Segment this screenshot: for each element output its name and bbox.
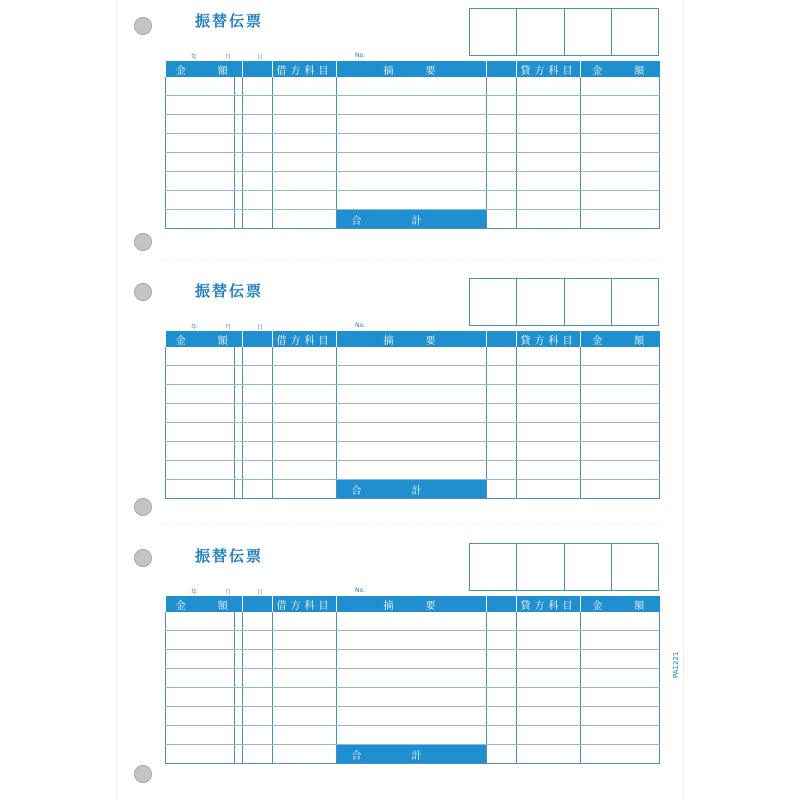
entry-cell[interactable]: [273, 210, 337, 229]
entry-cell[interactable]: [243, 461, 273, 480]
entry-cell[interactable]: [581, 210, 660, 229]
entry-cell[interactable]: [243, 707, 273, 726]
entry-cell[interactable]: [235, 191, 243, 210]
ref-header: [487, 331, 517, 347]
entry-cell[interactable]: [273, 385, 337, 404]
entry-cell[interactable]: [337, 688, 487, 707]
total-label: 合計: [337, 745, 487, 764]
form-code: PA1221: [672, 651, 680, 678]
entry-cell[interactable]: [235, 134, 243, 153]
entry-cell[interactable]: [243, 423, 273, 442]
entry-cell[interactable]: [235, 404, 243, 423]
table-row: [166, 442, 660, 461]
entry-cell[interactable]: [517, 650, 581, 669]
entry-cell[interactable]: [166, 688, 235, 707]
entry-cell[interactable]: [235, 631, 243, 650]
entry-cell[interactable]: [517, 404, 581, 423]
entry-cell[interactable]: [581, 77, 660, 96]
stamp-box[interactable]: [565, 9, 612, 55]
entry-cell[interactable]: [487, 77, 517, 96]
approval-stamp-boxes: [469, 8, 659, 56]
table-row: [166, 612, 660, 631]
table-row: [166, 707, 660, 726]
entry-cell[interactable]: [273, 612, 337, 631]
stamp-box[interactable]: [565, 544, 612, 590]
debit-amount-header: 金 額: [166, 596, 243, 612]
entry-cell[interactable]: [273, 191, 337, 210]
journal-table: [165, 331, 660, 499]
entry-cell[interactable]: [235, 77, 243, 96]
entry-cell[interactable]: [166, 385, 235, 404]
entry-cell[interactable]: [581, 385, 660, 404]
entry-cell[interactable]: [166, 461, 235, 480]
entry-cell[interactable]: [243, 442, 273, 461]
entry-cell[interactable]: [487, 423, 517, 442]
entry-cell[interactable]: [581, 153, 660, 172]
entry-cell[interactable]: [337, 404, 487, 423]
entry-cell[interactable]: [517, 385, 581, 404]
entry-cell[interactable]: [243, 153, 273, 172]
entry-cell[interactable]: [581, 726, 660, 745]
entry-cell[interactable]: [517, 172, 581, 191]
stamp-box[interactable]: [517, 9, 564, 55]
entry-cell[interactable]: [166, 96, 235, 115]
entry-cell[interactable]: [337, 134, 487, 153]
entry-cell[interactable]: [337, 347, 487, 366]
entry-cell[interactable]: [273, 631, 337, 650]
entry-cell[interactable]: [166, 153, 235, 172]
entry-cell[interactable]: [243, 347, 273, 366]
entry-cell[interactable]: [517, 115, 581, 134]
total-label: 合計: [337, 210, 487, 229]
entry-cell[interactable]: [166, 612, 235, 631]
date-day-label: 日: [257, 54, 264, 61]
debit-sub-header: [243, 61, 273, 77]
date-day-label: 日: [257, 589, 264, 596]
entry-cell[interactable]: [235, 172, 243, 191]
entry-cell[interactable]: [487, 650, 517, 669]
entry-cell[interactable]: [166, 404, 235, 423]
entry-cell[interactable]: [166, 650, 235, 669]
entry-cell[interactable]: [235, 347, 243, 366]
entry-cell[interactable]: [273, 404, 337, 423]
credit-amount-header: 金 額: [581, 61, 660, 77]
entry-cell[interactable]: [337, 153, 487, 172]
entry-cell[interactable]: [517, 745, 581, 764]
date-month-label: 月: [225, 54, 232, 61]
entry-cell[interactable]: [487, 172, 517, 191]
entry-cell[interactable]: [517, 347, 581, 366]
date-month-label: 月: [225, 324, 232, 331]
entry-cell[interactable]: [581, 669, 660, 688]
slip-title: 振替伝票: [195, 547, 264, 565]
entry-cell[interactable]: [166, 631, 235, 650]
entry-cell[interactable]: [273, 423, 337, 442]
entry-cell[interactable]: [517, 77, 581, 96]
entry-cell[interactable]: [517, 480, 581, 499]
entry-cell[interactable]: [581, 745, 660, 764]
entry-cell[interactable]: [235, 612, 243, 631]
entry-cell[interactable]: [487, 210, 517, 229]
entry-cell[interactable]: [337, 461, 487, 480]
entry-cell[interactable]: [487, 385, 517, 404]
entry-cell[interactable]: [166, 726, 235, 745]
punch-hole-icon: [134, 17, 152, 35]
table-row: [166, 650, 660, 669]
entry-cell[interactable]: [487, 153, 517, 172]
entry-cell[interactable]: [517, 707, 581, 726]
entry-cell[interactable]: [517, 366, 581, 385]
slip-number-label: No.: [355, 587, 365, 594]
stamp-box[interactable]: [612, 544, 658, 590]
entry-cell[interactable]: [273, 745, 337, 764]
table-row: [166, 153, 660, 172]
stamp-box[interactable]: [517, 279, 564, 325]
entry-cell[interactable]: [273, 77, 337, 96]
entry-cell[interactable]: [235, 442, 243, 461]
entry-cell[interactable]: [517, 669, 581, 688]
approval-stamp-boxes: [469, 278, 659, 326]
table-row: [166, 688, 660, 707]
debit-account-header: 借方科目: [273, 331, 337, 347]
entry-cell[interactable]: [337, 172, 487, 191]
entry-cell[interactable]: [337, 612, 487, 631]
entry-cell[interactable]: [337, 115, 487, 134]
entry-cell[interactable]: [337, 96, 487, 115]
entry-cell[interactable]: [581, 115, 660, 134]
entry-cell[interactable]: [243, 134, 273, 153]
entry-cell[interactable]: [235, 726, 243, 745]
entry-cell[interactable]: [337, 385, 487, 404]
entry-cell[interactable]: [487, 688, 517, 707]
entry-cell[interactable]: [166, 480, 235, 499]
slip-title: 振替伝票: [195, 12, 264, 30]
perforation-line: [160, 259, 660, 260]
transfer-slip: [165, 270, 659, 505]
entry-cell[interactable]: [166, 115, 235, 134]
total-row: [166, 745, 660, 764]
entry-cell[interactable]: [243, 115, 273, 134]
entry-cell[interactable]: [235, 96, 243, 115]
entry-cell[interactable]: [243, 77, 273, 96]
entry-cell[interactable]: [166, 707, 235, 726]
entry-cell[interactable]: [243, 669, 273, 688]
transfer-slip: [165, 0, 659, 235]
table-row: [166, 115, 660, 134]
entry-cell[interactable]: [487, 461, 517, 480]
entry-cell[interactable]: [273, 172, 337, 191]
entry-cell[interactable]: [243, 96, 273, 115]
entry-cell[interactable]: [243, 650, 273, 669]
entry-cell[interactable]: [337, 707, 487, 726]
table-row: [166, 366, 660, 385]
entry-cell[interactable]: [337, 631, 487, 650]
stamp-box[interactable]: [470, 279, 517, 325]
credit-account-header: 貸方科目: [517, 331, 581, 347]
entry-cell[interactable]: [337, 77, 487, 96]
entry-cell[interactable]: [235, 461, 243, 480]
entry-cell[interactable]: [487, 134, 517, 153]
entry-cell[interactable]: [273, 153, 337, 172]
journal-table: [165, 61, 660, 229]
entry-cell[interactable]: [166, 366, 235, 385]
stamp-box[interactable]: [470, 9, 517, 55]
entry-cell[interactable]: [487, 347, 517, 366]
debit-account-header: 借方科目: [273, 61, 337, 77]
entry-cell[interactable]: [235, 385, 243, 404]
table-row: [166, 631, 660, 650]
entry-cell[interactable]: [243, 612, 273, 631]
stamp-box[interactable]: [612, 279, 658, 325]
credit-account-header: 貸方科目: [517, 596, 581, 612]
entry-cell[interactable]: [487, 115, 517, 134]
entry-cell[interactable]: [235, 745, 243, 764]
entry-cell[interactable]: [517, 210, 581, 229]
entry-cell[interactable]: [166, 745, 235, 764]
ref-header: [487, 61, 517, 77]
table-row: [166, 423, 660, 442]
credit-account-header: 貸方科目: [517, 61, 581, 77]
entry-cell[interactable]: [581, 366, 660, 385]
table-row: [166, 96, 660, 115]
entry-cell[interactable]: [273, 669, 337, 688]
entry-cell[interactable]: [487, 480, 517, 499]
description-header: 摘 要: [337, 61, 487, 77]
date-year-label: 年: [191, 324, 198, 331]
entry-cell[interactable]: [487, 669, 517, 688]
entry-cell[interactable]: [235, 480, 243, 499]
entry-cell[interactable]: [166, 172, 235, 191]
entry-cell[interactable]: [581, 612, 660, 631]
punch-hole-icon: [134, 283, 152, 301]
entry-cell[interactable]: [243, 210, 273, 229]
entry-cell[interactable]: [487, 96, 517, 115]
entry-cell[interactable]: [235, 650, 243, 669]
table-row: [166, 461, 660, 480]
entry-cell[interactable]: [243, 688, 273, 707]
entry-cell[interactable]: [243, 404, 273, 423]
entry-cell[interactable]: [487, 404, 517, 423]
entry-cell[interactable]: [581, 134, 660, 153]
table-row: [166, 172, 660, 191]
entry-cell[interactable]: [487, 745, 517, 764]
table-row: [166, 77, 660, 96]
slip-title: 振替伝票: [195, 282, 264, 300]
total-label: 合計: [337, 480, 487, 499]
slip-number-label: No.: [355, 322, 365, 329]
entry-cell[interactable]: [581, 461, 660, 480]
debit-amount-header: 金 額: [166, 61, 243, 77]
entry-cell[interactable]: [487, 612, 517, 631]
debit-amount-header: 金 額: [166, 331, 243, 347]
entry-cell[interactable]: [337, 191, 487, 210]
entry-cell[interactable]: [337, 366, 487, 385]
entry-cell[interactable]: [235, 210, 243, 229]
date-year-label: 年: [191, 54, 198, 61]
entry-cell[interactable]: [166, 134, 235, 153]
slip-number-label: No.: [355, 52, 365, 59]
entry-cell[interactable]: [273, 461, 337, 480]
entry-cell[interactable]: [273, 480, 337, 499]
date-month-label: 月: [225, 589, 232, 596]
description-header: 摘 要: [337, 331, 487, 347]
entry-cell[interactable]: [517, 612, 581, 631]
entry-cell[interactable]: [517, 96, 581, 115]
entry-cell[interactable]: [581, 631, 660, 650]
table-row: [166, 347, 660, 366]
entry-cell[interactable]: [487, 707, 517, 726]
punch-hole-icon: [134, 233, 152, 251]
total-row: [166, 210, 660, 229]
entry-cell[interactable]: [235, 707, 243, 726]
entry-cell[interactable]: [581, 423, 660, 442]
debit-account-header: 借方科目: [273, 596, 337, 612]
table-row: [166, 134, 660, 153]
entry-cell[interactable]: [517, 423, 581, 442]
stamp-box[interactable]: [612, 9, 658, 55]
entry-cell[interactable]: [337, 726, 487, 745]
entry-cell[interactable]: [517, 461, 581, 480]
punch-hole-icon: [134, 498, 152, 516]
entry-cell[interactable]: [273, 115, 337, 134]
entry-cell[interactable]: [517, 134, 581, 153]
punch-hole-icon: [134, 765, 152, 783]
table-row: [166, 669, 660, 688]
entry-cell[interactable]: [243, 366, 273, 385]
journal-table: [165, 596, 660, 764]
entry-cell[interactable]: [243, 480, 273, 499]
entry-cell[interactable]: [273, 96, 337, 115]
entry-cell[interactable]: [517, 631, 581, 650]
entry-cell[interactable]: [487, 191, 517, 210]
debit-sub-header: [243, 596, 273, 612]
entry-cell[interactable]: [581, 172, 660, 191]
stamp-box[interactable]: [470, 544, 517, 590]
entry-cell[interactable]: [166, 423, 235, 442]
entry-cell[interactable]: [243, 385, 273, 404]
entry-cell[interactable]: [517, 191, 581, 210]
entry-cell[interactable]: [235, 669, 243, 688]
perforation-line: [160, 524, 660, 525]
entry-cell[interactable]: [337, 669, 487, 688]
entry-cell[interactable]: [517, 688, 581, 707]
entry-cell[interactable]: [243, 631, 273, 650]
entry-cell[interactable]: [273, 366, 337, 385]
table-row: [166, 404, 660, 423]
entry-cell[interactable]: [243, 172, 273, 191]
table-row: [166, 385, 660, 404]
credit-amount-header: 金 額: [581, 331, 660, 347]
entry-cell[interactable]: [581, 442, 660, 461]
stamp-box[interactable]: [565, 279, 612, 325]
ref-header: [487, 596, 517, 612]
entry-cell[interactable]: [273, 650, 337, 669]
entry-cell[interactable]: [487, 726, 517, 745]
entry-cell[interactable]: [166, 669, 235, 688]
entry-cell[interactable]: [337, 442, 487, 461]
entry-cell[interactable]: [273, 134, 337, 153]
stamp-box[interactable]: [517, 544, 564, 590]
entry-cell[interactable]: [337, 423, 487, 442]
entry-cell[interactable]: [273, 726, 337, 745]
credit-amount-header: 金 額: [581, 596, 660, 612]
entry-cell[interactable]: [166, 347, 235, 366]
date-day-label: 日: [257, 324, 264, 331]
entry-cell[interactable]: [581, 707, 660, 726]
entry-cell[interactable]: [235, 115, 243, 134]
entry-cell[interactable]: [337, 650, 487, 669]
entry-cell[interactable]: [166, 77, 235, 96]
entry-cell[interactable]: [487, 442, 517, 461]
entry-cell[interactable]: [166, 210, 235, 229]
entry-cell[interactable]: [517, 442, 581, 461]
date-year-label: 年: [191, 589, 198, 596]
entry-cell[interactable]: [273, 347, 337, 366]
entry-cell[interactable]: [517, 726, 581, 745]
entry-cell[interactable]: [166, 191, 235, 210]
entry-cell[interactable]: [581, 688, 660, 707]
entry-cell[interactable]: [243, 191, 273, 210]
entry-cell[interactable]: [581, 347, 660, 366]
approval-stamp-boxes: [469, 543, 659, 591]
punch-hole-icon: [134, 549, 152, 567]
table-row: [166, 726, 660, 745]
entry-cell[interactable]: [166, 442, 235, 461]
description-header: 摘 要: [337, 596, 487, 612]
entry-cell[interactable]: [243, 726, 273, 745]
entry-cell[interactable]: [487, 631, 517, 650]
entry-cell[interactable]: [235, 688, 243, 707]
entry-cell[interactable]: [273, 442, 337, 461]
total-row: [166, 480, 660, 499]
entry-cell[interactable]: [235, 423, 243, 442]
entry-cell[interactable]: [581, 404, 660, 423]
entry-cell[interactable]: [273, 707, 337, 726]
entry-cell[interactable]: [581, 480, 660, 499]
entry-cell[interactable]: [517, 153, 581, 172]
entry-cell[interactable]: [487, 366, 517, 385]
entry-cell[interactable]: [235, 153, 243, 172]
transfer-slip: [165, 535, 659, 770]
entry-cell[interactable]: [273, 688, 337, 707]
debit-sub-header: [243, 331, 273, 347]
entry-cell[interactable]: [235, 366, 243, 385]
entry-cell[interactable]: [581, 650, 660, 669]
entry-cell[interactable]: [243, 745, 273, 764]
entry-cell[interactable]: [581, 191, 660, 210]
table-row: [166, 191, 660, 210]
entry-cell[interactable]: [581, 96, 660, 115]
